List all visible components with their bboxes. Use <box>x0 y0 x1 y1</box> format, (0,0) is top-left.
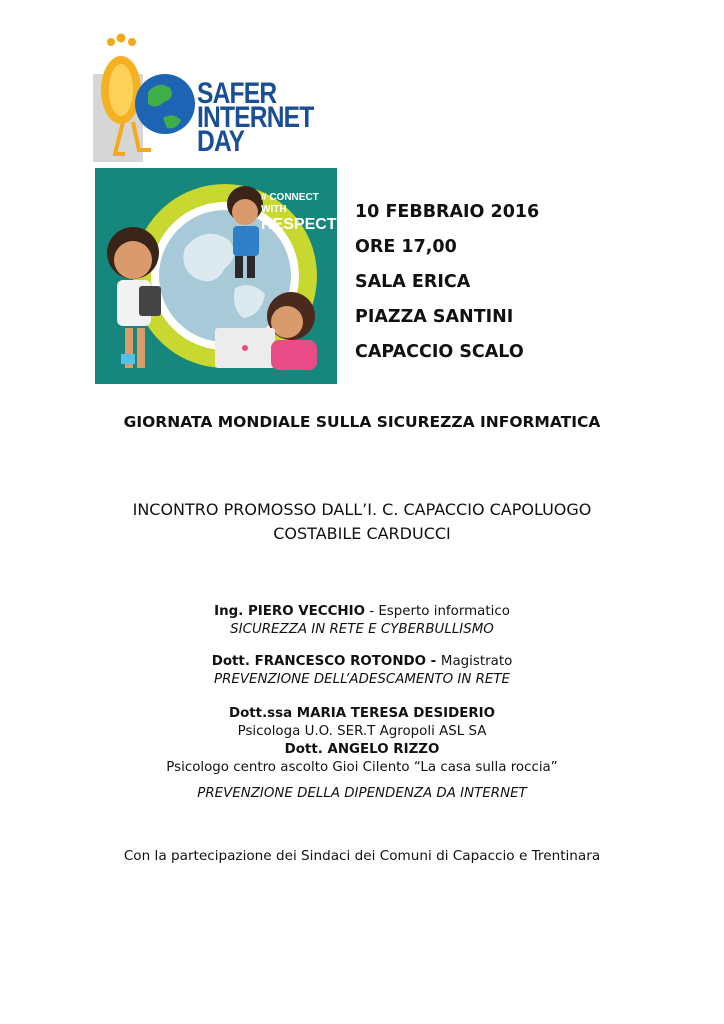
connect-with-respect-illustration <box>95 168 337 384</box>
event-details <box>355 198 539 373</box>
safer-internet-day-logo <box>93 32 314 162</box>
panel-topic: PREVENZIONE DELLA DIPENDENZA DA INTERNET <box>197 786 527 801</box>
speaker-2 <box>0 653 724 671</box>
speaker-1 <box>0 603 724 621</box>
footer-note: Con la partecipazione dei Sindaci dei Comuni di Capaccio e Trentinara <box>123 848 601 864</box>
event-date: 10 FEBBRAIO 2016 <box>355 202 540 222</box>
event-place: CAPACCIO SCALO <box>355 342 524 362</box>
panel-role-2: Psicologo centro ascolto Gioi Cilento “La casa sulla roccia” <box>166 760 558 775</box>
mascot-globe-icon <box>93 32 203 162</box>
event-square: PIAZZA SANTINI <box>355 307 514 327</box>
promoter-line-2: COSTABILE CARDUCCI <box>273 524 451 543</box>
panel-role-1: Psicologa U.O. SER.T Agropoli ASL SA <box>237 724 487 739</box>
panel-name-1: Dott.ssa MARIA TERESA DESIDERIO <box>228 706 496 721</box>
speaker-2-role: Magistrato <box>440 654 513 669</box>
event-time: ORE 17,00 <box>355 237 457 257</box>
speaker-1-name: Ing. PIERO VECCHIO <box>214 604 365 619</box>
speakers-list <box>0 603 724 803</box>
panel-name-2: Dott. ANGELO RIZZO <box>284 742 440 757</box>
connect-with-respect-badge: # CONNECT WITH RESPECT <box>261 192 337 233</box>
speaker-1-topic: SICUREZZA IN RETE E CYBERBULLISMO <box>230 622 494 637</box>
speaker-2-topic: PREVENZIONE DELL’ADESCAMENTO IN RETE <box>214 672 510 687</box>
promoter-block <box>0 498 724 546</box>
logo-wordmark: SAFER INTERNET DAY <box>197 77 314 158</box>
page-heading: GIORNATA MONDIALE SULLA SICUREZZA INFORMATICA <box>123 413 601 431</box>
speaker-2-name: Dott. FRANCESCO ROTONDO - <box>211 654 441 669</box>
promoter-line-1: INCONTRO PROMOSSO DALL’I. C. CAPACCIO CAPOLUOGO <box>132 500 592 519</box>
event-hall: SALA ERICA <box>355 272 471 292</box>
speaker-1-role: - Esperto informatico <box>365 604 510 619</box>
